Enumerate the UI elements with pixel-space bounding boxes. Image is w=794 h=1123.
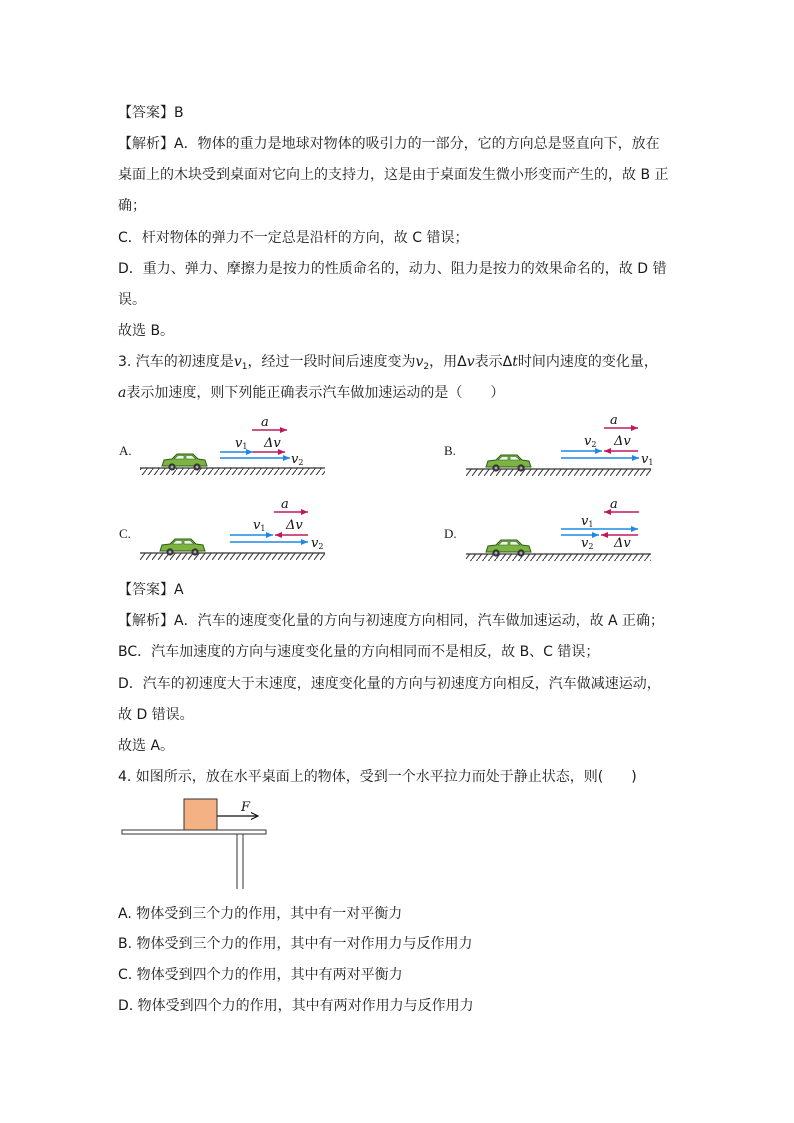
q4-option-c: C. 物体受到四个力的作用，其中有两对平衡力 — [118, 967, 403, 983]
v-label: v1 — [641, 452, 654, 467]
v-label: v2 — [581, 536, 594, 551]
option-d-label: D. — [444, 526, 457, 541]
analysis-label: 【解析】 — [118, 613, 174, 629]
q3-text: 表示加速度，则下列能正确表示汽车做加速运动的是（ ） — [126, 385, 505, 401]
analysis-line: BC．汽车加速度的方向与速度变化量的方向相同而不是相反，故 B、C 错误； — [118, 644, 600, 660]
q3-subscript: 2 — [423, 362, 430, 372]
analysis-line: 故选 A。 — [118, 738, 175, 754]
dv-label: Δv — [286, 518, 303, 533]
analysis-line: C．杆对物体的弹力不一定总是沿杆的方向，故 C 错误； — [118, 230, 469, 246]
q3-text: 3. 汽车的初速度是 — [118, 354, 234, 370]
answer-value: A — [174, 582, 184, 598]
v-label: v2 — [291, 452, 304, 467]
analysis-line: 桌面上的木块受到桌面对它向上的支持力，这是由于桌面发生微小形变而产生的，故 B 正 — [118, 167, 669, 183]
table-block-diagram — [120, 797, 270, 892]
dv-label: Δv — [614, 434, 631, 449]
analysis-line: D．汽车的初速度大于末速度，速度变化量的方向与初速度方向相反，汽车做减速运动， — [118, 676, 661, 692]
analysis-text: A．物体的重力是地球对物体的吸引力的一部分，它的方向总是竖直向下，放在 — [174, 136, 660, 152]
accel-label: a — [610, 413, 618, 428]
v-label: v2 — [584, 434, 597, 449]
block — [184, 799, 217, 830]
dv-label: Δv — [614, 536, 631, 551]
q3-var: a — [118, 385, 127, 401]
v-label: v1 — [235, 436, 248, 451]
option-c-diagram — [140, 496, 350, 566]
answer-line-2 — [118, 580, 184, 600]
q3-subscript: 1 — [241, 362, 248, 372]
v-label: v1 — [253, 518, 266, 533]
analysis-line — [118, 611, 664, 631]
v-label: v1 — [581, 514, 594, 529]
q3-text: 表示Δ — [474, 354, 513, 370]
answer-line-1 — [118, 103, 184, 123]
analysis-line — [118, 134, 660, 154]
analysis-label: 【解析】 — [118, 136, 174, 152]
analysis-line: 故选 B。 — [118, 323, 175, 339]
accel-label: a — [281, 497, 289, 512]
tabletop — [122, 830, 266, 834]
question-4-stem: 4. 如图所示，放在水平桌面上的物体，受到一个水平拉力而处于静止状态，则( ) — [118, 769, 637, 785]
q3-var: v — [233, 354, 242, 370]
q4-option-b: B. 物体受到三个力的作用，其中有一对作用力与反作用力 — [118, 936, 473, 952]
accel-label: a — [610, 497, 618, 512]
option-b-diagram — [466, 412, 676, 482]
option-d-diagram — [466, 495, 676, 565]
dv-label: Δv — [264, 436, 281, 451]
force-label: F — [241, 800, 251, 815]
q3-var: v — [415, 354, 424, 370]
q4-option-d: D. 物体受到四个力的作用，其中有两对作用力与反作用力 — [118, 998, 474, 1014]
question-3-stem-2 — [118, 383, 504, 403]
analysis-line: 误。 — [118, 292, 146, 308]
q3-var: v — [466, 354, 475, 370]
question-3-stem — [118, 352, 658, 377]
answer-label: 【答案】 — [118, 582, 174, 598]
q3-var: t — [512, 354, 518, 370]
v-label: v2 — [311, 536, 324, 551]
analysis-line: D．重力、弹力、摩擦力是按力的性质命名的，动力、阻力是按力的效果命名的，故 D 错 — [118, 261, 667, 277]
analysis-line: 故 D 错误。 — [118, 707, 194, 723]
option-b-label: B. — [444, 443, 456, 458]
q4-option-a: A. 物体受到三个力的作用，其中有一对平衡力 — [118, 906, 403, 922]
option-a-diagram — [140, 414, 350, 484]
option-a-label: A. — [119, 443, 132, 458]
option-c-label: C. — [119, 526, 131, 541]
analysis-text: A．汽车的速度变化量的方向与初速度方向相同，汽车做加速运动，故 A 正确； — [174, 613, 665, 629]
answer-label: 【答案】 — [118, 105, 174, 121]
accel-label: a — [261, 415, 269, 430]
q3-text: 时间内速度的变化量， — [517, 354, 658, 370]
q3-text: ，经过一段时间后速度变为 — [247, 354, 416, 370]
answer-value: B — [174, 105, 184, 121]
analysis-line: 确； — [118, 198, 146, 214]
q3-text: ，用Δ — [429, 354, 467, 370]
